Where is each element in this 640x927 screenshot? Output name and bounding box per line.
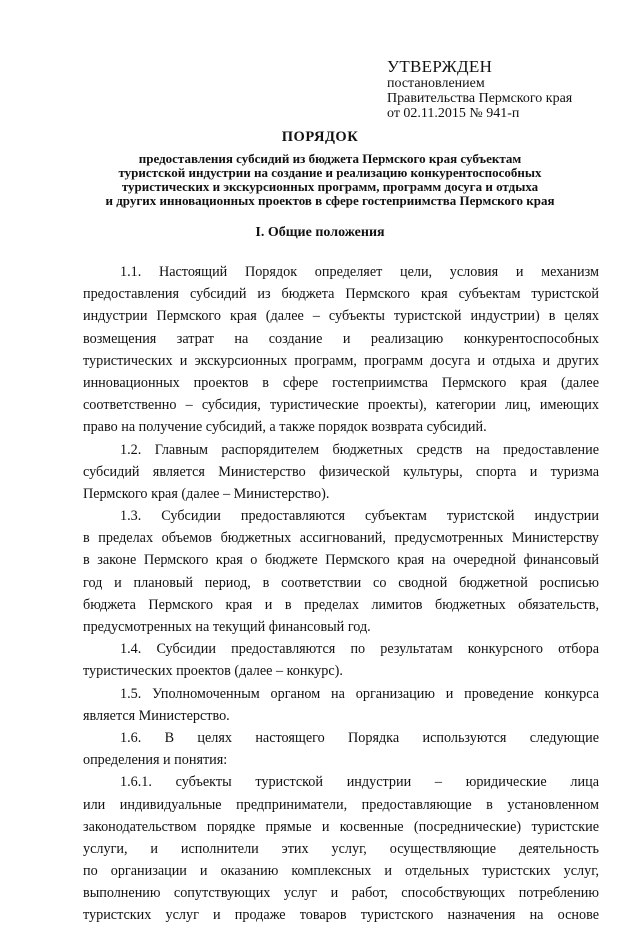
paragraph-line: соответственно – субсидия, туристические проекты), категории лиц, имеющих [83, 397, 599, 414]
paragraph-line: законодательством порядке прямые и косвенные (посреднические) туристские [83, 818, 599, 835]
section-heading: I. Общие положения [255, 225, 385, 240]
paragraph-line: предусмотренных на текущий финансовый год. [83, 619, 371, 635]
paragraph-line: Пермского края (далее – Министерство). [83, 485, 330, 502]
approval-authority: Правительства Пермского края [387, 91, 573, 106]
paragraph-line: индустрии Пермского края (далее – субъекты туристской индустрии) в целях [83, 308, 599, 325]
paragraph-line: право на получение субсидий, а также порядок возврата субсидий. [83, 419, 487, 436]
paragraph-line: 1.4. Субсидии предоставляются по результатам конкурсного отбора [120, 641, 599, 658]
paragraph-line: в законе Пермского края о бюджете Пермского края на очередной финансовый [83, 552, 599, 569]
document-title: ПОРЯДОК [281, 129, 359, 145]
subtitle-line: туристических и экскурсионных программ, программ досуга и отдыха [121, 179, 539, 194]
paragraph-line: бюджета Пермского края и в пределах лимитов бюджетных обязательств, [83, 596, 599, 613]
paragraph-line: 1.3. Субсидии предоставляются субъектам туристской индустрии [120, 508, 599, 525]
approval-act-type: постановлением [387, 76, 485, 91]
paragraph-line: 1.6. В целях настоящего Порядка используются следующие [120, 729, 599, 746]
subtitle-line: и других инновационных проектов в сфере гостеприимства Пермского края [105, 193, 555, 208]
paragraph-line: туристских услуг и продаже товаров туристского назначения на основе [83, 907, 599, 924]
subtitle-line: туристской индустрии на создание и реализацию конкурентоспособных [118, 165, 542, 180]
paragraph-line: в пределах объемов бюджетных ассигнований, предусмотренных Министерству [83, 530, 599, 547]
paragraph-line: выполнению сопутствующих услуг и работ, способствующих потреблению [83, 885, 599, 902]
paragraph-line: 1.2. Главным распорядителем бюджетных средств на предоставление [120, 441, 599, 458]
paragraph-line: 1.1. Настоящий Порядок определяет цели, условия и механизм [120, 264, 599, 280]
paragraph-line: предоставления субсидий из бюджета Пермского края субъектам туристской [83, 286, 599, 303]
paragraph-line: туристических и экскурсионных программ, программ досуга и отдыха и других [83, 352, 599, 369]
paragraph-line: туристических проектов (далее – конкурс). [83, 663, 343, 680]
approval-status: УТВЕРЖДЕН [387, 57, 493, 76]
approval-date-number: от 02.11.2015 № 941-п [387, 106, 520, 121]
paragraph-line: услуги, и исполнители этих услуг, осуществляющие деятельность [83, 840, 599, 857]
paragraph-line: субсидий является Министерство физической культуры, спорта и туризма [83, 463, 599, 480]
paragraph-line: определения и понятия: [83, 752, 228, 769]
subtitle-line: предоставления субсидий из бюджета Пермского края субъектам [138, 151, 522, 166]
paragraph-line: является Министерство. [83, 707, 230, 724]
paragraph-line: инновационных проектов в сфере гостеприимства Пермского края (далее [83, 374, 599, 391]
document-subtitle [70, 152, 590, 208]
approval-stamp [387, 58, 572, 121]
paragraph-line: год и плановый период, в соответствии со сводной бюджетной росписью [83, 574, 599, 591]
document-body [83, 261, 599, 927]
paragraph-line: или индивидуальные предприниматели, предоставляющие в установленном [83, 796, 599, 813]
paragraph-line: возмещения затрат на создание и реализацию конкурентоспособных [83, 330, 599, 347]
paragraph-line: 1.5. Уполномоченным органом на организацию и проведение конкурса [120, 685, 599, 702]
paragraph-line: по организации и оказанию комплексных и отдельных туристских услуг, [83, 863, 599, 880]
paragraph-line: 1.6.1. субъекты туристской индустрии – юридические лица [120, 774, 599, 791]
